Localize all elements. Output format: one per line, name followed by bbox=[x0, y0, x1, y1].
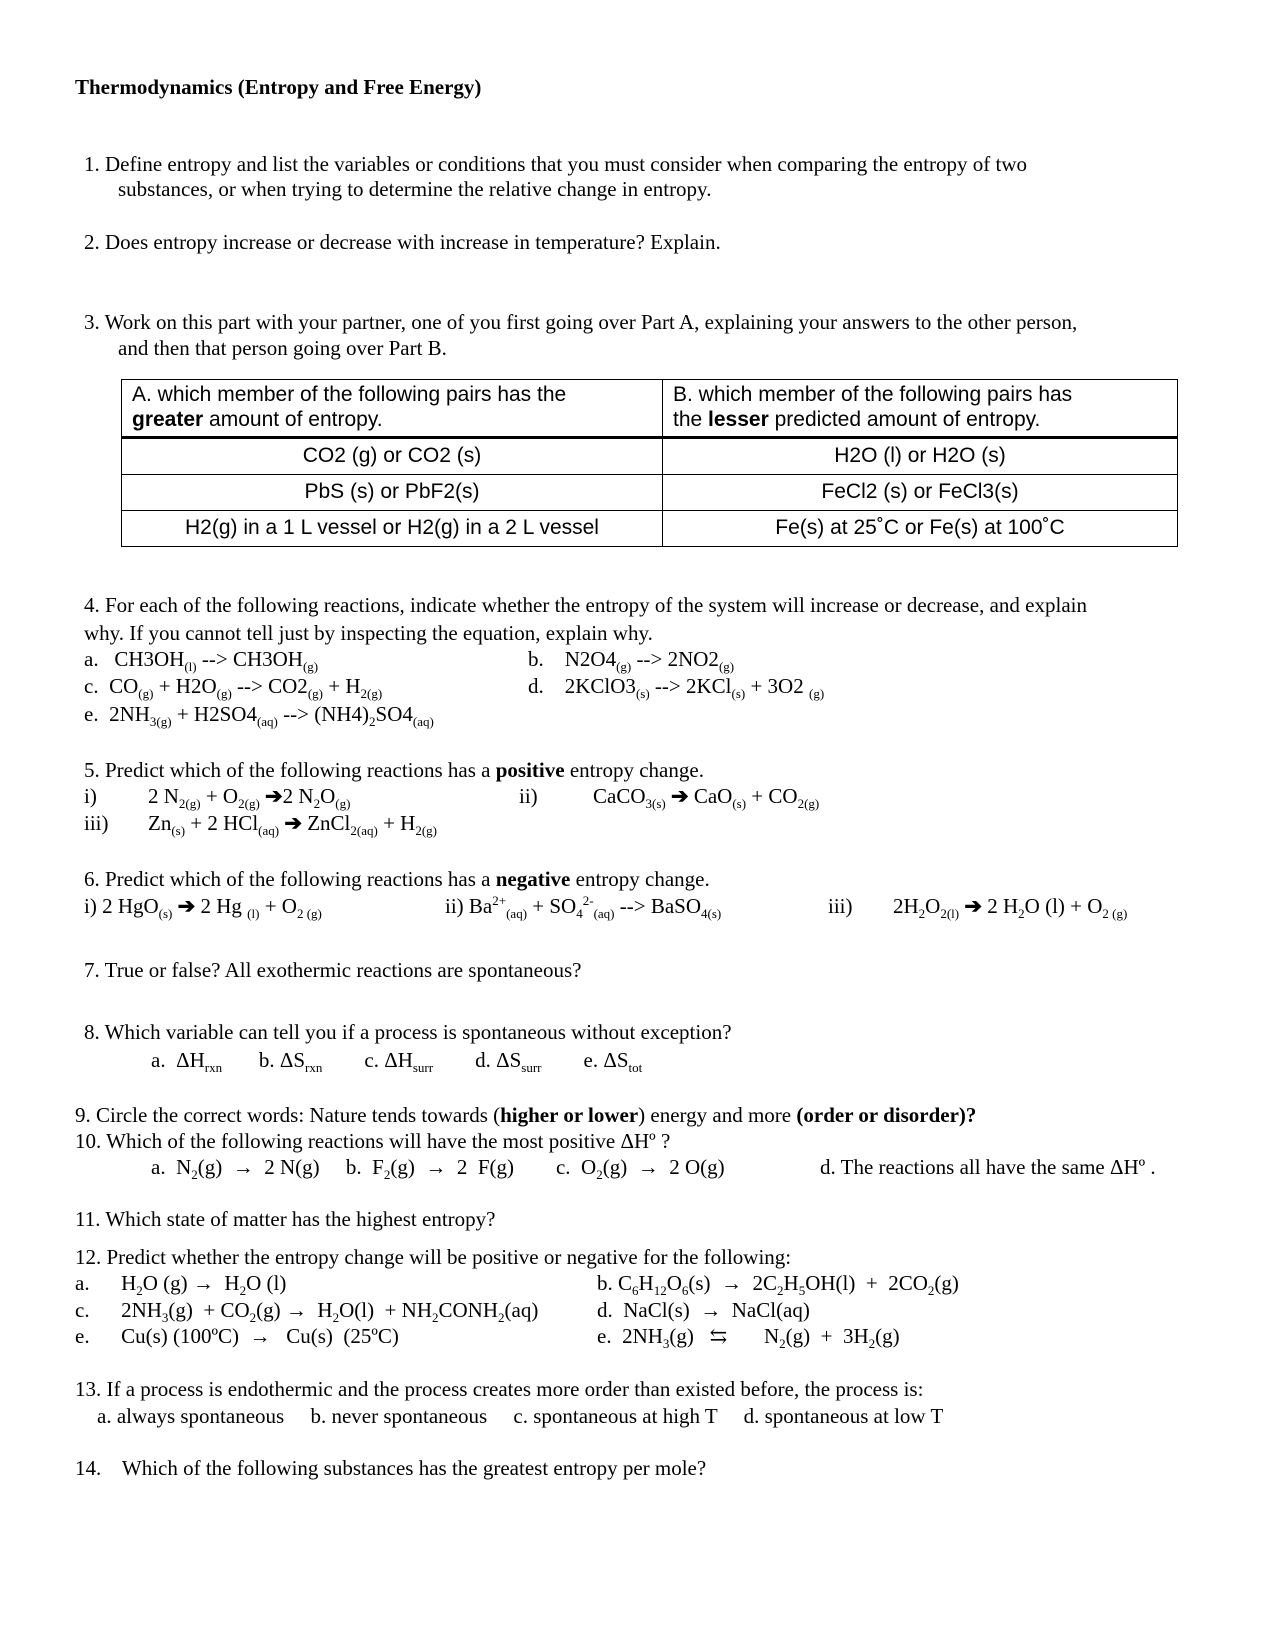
question-10-options: a. $N_2(g) \to 2$ N(g) b. $F_2(g) \to 2$ F(g) c. $O_2(g) \to 2$ O(g) bbox=[151, 1155, 725, 1183]
question-3-line-2: and then that person going over Part B. bbox=[118, 336, 447, 360]
question-4-reaction-d: d. $2KClO3_{(s)}$ --> 2KCl$_{(s)}$ + 3O2 $_{(g)}$ bbox=[528, 674, 825, 702]
question-7: 7. True or false? All exothermic reactions are spontaneous? bbox=[84, 958, 582, 982]
question-4-line-2: why. If you cannot tell just by inspecting the equation, explain why. bbox=[84, 621, 653, 645]
question-4-reaction-a: a. $CH3OH_{(l)}$ --> $CH3OH_{(g)}$ bbox=[84, 647, 319, 675]
question-4-reaction-c: c. $CO_{(g)} + H2O_{(g)}$ --> $CO2_{(g)} + H_{2(g)}$ bbox=[84, 674, 383, 702]
table-row bbox=[122, 438, 1178, 475]
question-12: 12. Predict whether the entropy change will be positive or negative for the following: bbox=[75, 1245, 792, 1269]
entropy-pairs-table bbox=[121, 379, 1178, 547]
question-12-reaction-e1: e. Cu(s) (100ºC) → Cu(s) (25ºC) bbox=[75, 1324, 399, 1348]
question-12-reaction-a: a. $H_2O$ $(g) \to H_2O$ (l) bbox=[75, 1271, 287, 1299]
question-6: 6. Predict which of the following reactions has a negative entropy change. bbox=[84, 867, 710, 891]
question-11: 11. Which state of matter has the highest entropy? bbox=[75, 1207, 496, 1231]
part-a-pair: PbS (s) or PbF2(s) bbox=[122, 475, 663, 511]
question-8-options: a. $\Delta H_{rxn}$ b. $\Delta S_{rxn}$ c. $\Delta H_{surr}$ d. $\Delta S_{surr}$ e. $\Delta S_{tot}$ bbox=[151, 1048, 643, 1076]
question-6-reaction-iii: $2H_2O_{2(l)}$ ➔ 2 $H_2O$ $(l) + O_{2 (g)}$ bbox=[893, 894, 1128, 922]
question-1-line-2: substances, or when trying to determine the relative change in entropy. bbox=[118, 177, 712, 201]
question-9: 9. Circle the correct words: Nature tends towards (higher or lower) energy and more (order or disorder)? bbox=[75, 1103, 977, 1127]
table-row bbox=[122, 475, 1178, 511]
question-13-options: a. always spontaneous b. never spontaneous c. spontaneous at high T d. spontaneous at low T bbox=[97, 1404, 944, 1428]
page-title: Thermodynamics (Entropy and Free Energy) bbox=[75, 75, 482, 99]
part-a-pair: CO2 (g) or CO2 (s) bbox=[122, 438, 663, 475]
question-10: 10. Which of the following reactions will have the most positive ΔHº ? bbox=[75, 1129, 671, 1153]
question-1-line-1: 1. Define entropy and list the variables or conditions that you must consider when comparing the entropy of two bbox=[84, 152, 1028, 176]
question-12-reaction-d: d. NaCl(s) → NaCl(aq) bbox=[597, 1298, 810, 1322]
table-row bbox=[122, 511, 1178, 547]
question-5: 5. Predict which of the following reactions has a positive entropy change. bbox=[84, 758, 704, 782]
part-b-pair: Fe(s) at 25˚C or Fe(s) at 100˚C bbox=[663, 511, 1178, 547]
question-4-reaction-b: b. $N2O4_{(g)}$ --> $2NO2_{(g)}$ bbox=[528, 647, 735, 675]
question-13: 13. If a process is endothermic and the process creates more order than existed before, the process is: bbox=[75, 1377, 924, 1401]
question-10-option-d: d. The reactions all have the same ΔHº . bbox=[820, 1155, 1156, 1179]
part-b-pair: FeCl2 (s) or FeCl3(s) bbox=[663, 475, 1178, 511]
question-2: 2. Does entropy increase or decrease with increase in temperature? Explain. bbox=[84, 230, 721, 254]
question-6-reaction-ii: ii) $Ba^{2+}_{(aq)} + SO_4^{2-}_{(aq)}$ --> BaSO$_{4(s)}$ bbox=[445, 893, 722, 922]
question-5-reaction-i: 2 $N_{2(g)} + O_{2(g)}$ ➔2 $N_2O_{(g)}$ bbox=[148, 784, 351, 812]
part-b-pair: H2O (l) or H2O (s) bbox=[663, 438, 1178, 475]
question-12-reaction-c: c. $2NH_3(g) + CO_2(g) \to H_2O(l)$ + $NH_2CONH_2(aq)$ bbox=[75, 1298, 539, 1326]
question-5-reaction-iii: $Zn_{(s)} + 2$ HCl$_{(aq)}$ ➔ ZnCl$_{2(aq)}$ + $H_{2(g)}$ bbox=[148, 811, 437, 839]
question-12-reaction-e2: e. $2NH_3(g)$ ⇆ $N_2(g) + 3H_2(g)$ bbox=[597, 1324, 900, 1352]
question-6-label-iii: iii) bbox=[828, 894, 853, 918]
question-5-label-ii: ii) bbox=[519, 784, 538, 808]
part-a-header: A. which member of the following pairs has the greater amount of entropy. bbox=[122, 380, 663, 438]
question-4-line-1: 4. For each of the following reactions, indicate whether the entropy of the system will increase or decrease, and explain bbox=[84, 593, 1087, 617]
question-14: 14. Which of the following substances has the greatest entropy per mole? bbox=[75, 1456, 707, 1480]
question-4-reaction-e: e. $2NH_{3(g)} + H2SO4_{(aq)}$ --> $(NH4)_2SO4_{(aq)}$ bbox=[84, 702, 434, 730]
question-12-reaction-b: b. $C_6H_{12}O_6(s) \to 2C_2H_5OH(l) + 2CO_2(g)$ bbox=[597, 1271, 959, 1299]
part-b-header: B. which member of the following pairs has the lesser predicted amount of entropy. bbox=[663, 380, 1178, 438]
question-3-line-1: 3. Work on this part with your partner, one of you first going over Part A, explaining your answers to the other person, bbox=[84, 310, 1078, 334]
question-5-reaction-ii: CaCO$_{3(s)}$ ➔ $CaO_{(s)} + CO_{2(g)}$ bbox=[593, 784, 820, 812]
question-8: 8. Which variable can tell you if a process is spontaneous without exception? bbox=[84, 1020, 732, 1044]
question-5-label-i: i) bbox=[84, 784, 97, 808]
question-5-label-iii: iii) bbox=[84, 811, 109, 835]
part-a-pair: H2(g) in a 1 L vessel or H2(g) in a 2 L vessel bbox=[122, 511, 663, 547]
question-6-reaction-i: i) 2 HgO$_{(s)}$ ➔ 2 Hg $_{(l)} + O_{2 (g)}$ bbox=[84, 894, 322, 922]
